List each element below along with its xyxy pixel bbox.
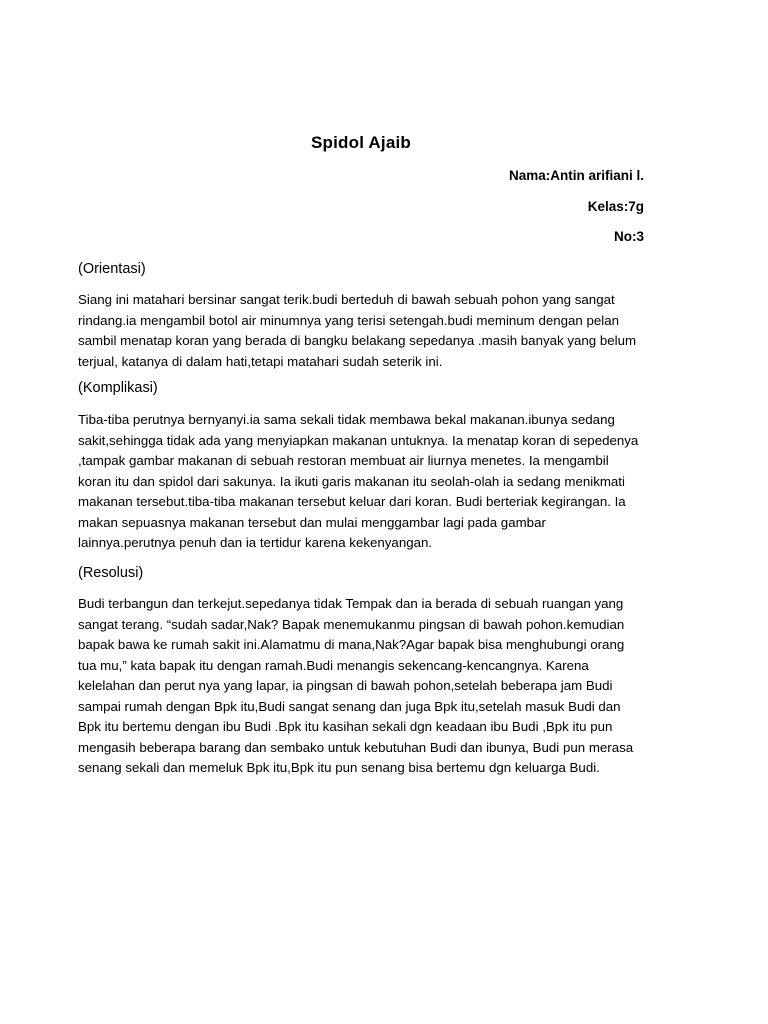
section-heading-komplikasi: (Komplikasi): [78, 380, 158, 396]
section-body-komplikasi: Tiba-tiba perutnya bernyanyi.ia sama sekali tidak membawa bekal makanan.ibunya sedang sakit,sehingga tidak ada yang menyiapkan makanan untuknya. Ia menatap koran di sepedenya ,tampak gambar makanan di sebuah restoran membuat air liurnya menetes. Ia mengambil koran itu dan spidol dari sakunya. Ia ikuti garis makanan itu seolah-olah ia sedang menikmati makanan tersebut.tiba-tiba makanan tersebut keluar dari koran. Budi berteriak kegirangan. Ia makan sepuasnya makanan tersebut dan mulai menggambar lagi pada gambar lainnya.perutnya penuh dan ia tertidur karena kekenyangan.: [78, 412, 639, 550]
document-title: Spidol Ajaib: [311, 133, 411, 152]
section-heading-orientasi: (Orientasi): [78, 261, 146, 277]
section-body-orientasi: Siang ini matahari bersinar sangat terik.budi berteduh di bawah sebuah pohon yang sangat rindang.ia mengambil botol air minumnya yang terisi setengah.budi meminum dengan pelan sambil menatap koran yang berada di bangku belakang sepedanya .masih banyak yang belum terjual, katanya di dalam hati,tetapi matahari sudah seterik ini.: [78, 292, 637, 369]
section-body-resolusi: Budi terbangun dan terkejut.sepedanya tidak Tempak dan ia berada di sebuah ruangan yang sangat terang. “sudah sadar,Nak? Bapak menemukanmu pingsan di bawah pohon.kemudian bapak bawa ke rumah sakit ini.Alamatmu di mana,Nak?Agar bapak bisa menghubungi orang tua mu,” kata bapak itu dengan ramah.Budi menangis sekencang-kencangnya. Karena kelelahan dan perut nya yang lapar, ia pingsan di bawah pohon,setelah beberapa jam Budi sampai rumah dengan Bpk itu,Budi sangat senang dan juga Bpk itu,setelah masuk Budi dan Bpk itu bertemu dengan ibu Budi .Bpk itu kasihan sekali dgn keadaan ibu Budi ,Bpk itu pun mengasih beberapa barang dan sembako untuk kebutuhan Budi dan ibunya, Budi pun merasa senang sekali dan memeluk Bpk itu,Bpk itu pun senang bisa bertemu dgn keluarga Budi.: [78, 596, 634, 775]
student-class: Kelas:7g: [587, 199, 644, 214]
student-number: No:3: [614, 229, 644, 244]
section-heading-resolusi: (Resolusi): [78, 565, 144, 581]
student-name: Nama:Antin arifiani l.: [508, 168, 644, 183]
